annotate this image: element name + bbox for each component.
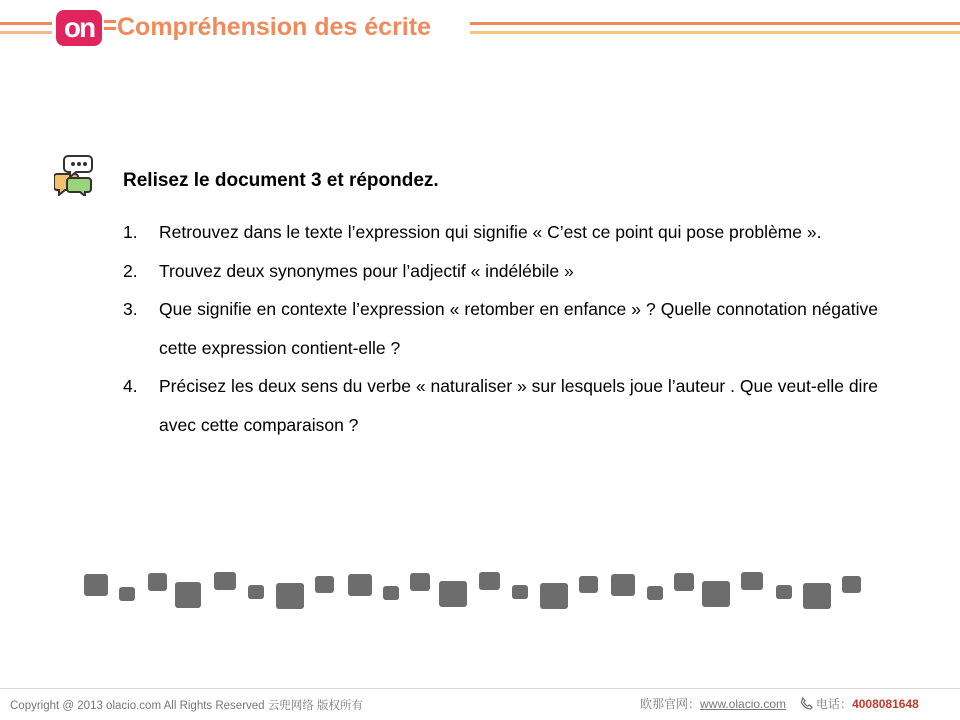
question-item xyxy=(123,367,878,444)
decorative-square xyxy=(315,576,334,593)
decorative-square xyxy=(175,582,201,608)
footer-divider xyxy=(0,688,960,689)
phone-icon xyxy=(800,697,813,710)
decorative-square xyxy=(348,574,372,596)
decorative-square xyxy=(410,573,430,591)
decorative-square xyxy=(276,583,304,609)
header-line-right-bottom xyxy=(470,31,960,34)
question-text: Trouvez deux synonymes pour l’adjectif « indélébile » xyxy=(159,260,574,281)
phone-number: 4008081648 xyxy=(852,696,919,711)
question-number: 1. xyxy=(123,222,138,242)
question-text: Précisez les deux sens du verbe « naturaliser » sur lesquels joue l’auteur . Que veut-elle dire avec cette comparaison ? xyxy=(159,376,878,435)
decorative-square xyxy=(579,576,598,593)
header-line-left-bottom xyxy=(0,31,52,34)
decorative-square xyxy=(803,583,831,609)
decorative-square xyxy=(84,574,108,596)
question-item xyxy=(123,213,878,252)
question-number: 3. xyxy=(123,299,138,319)
decorative-square xyxy=(611,574,635,596)
decorative-square xyxy=(214,572,236,590)
decorative-square xyxy=(119,587,135,601)
question-text: Que signifie en contexte l’expression « retomber en enfance » ? Quelle connotation négative cette expression contient-elle ? xyxy=(159,299,878,358)
decorative-square xyxy=(383,586,399,600)
site-link[interactable]: www.olacio.com xyxy=(700,696,787,711)
question-item xyxy=(123,290,878,367)
chat-bubbles-icon xyxy=(54,152,94,196)
site-label: 欧那官网： xyxy=(640,697,701,711)
decorative-square xyxy=(776,585,792,599)
footer-contact xyxy=(640,695,919,712)
decorative-square xyxy=(540,583,568,609)
decorative-square xyxy=(842,576,861,593)
decorative-square xyxy=(439,581,467,607)
decorative-square xyxy=(148,573,167,591)
decorative-square xyxy=(512,585,528,599)
question-number: 2. xyxy=(123,260,138,281)
copyright-text: Copyright @ 2013 olacio.com All Rights Reserved 云兜网络 版权所有 xyxy=(10,700,363,712)
phone-label: 电话： xyxy=(816,697,853,711)
decorative-square xyxy=(702,581,730,607)
page-title: Compréhension des écrite xyxy=(117,13,431,41)
decorative-square xyxy=(248,585,264,599)
header-line-left-top xyxy=(0,22,52,25)
question-item xyxy=(123,252,878,291)
decorative-square xyxy=(674,573,694,591)
question-number: 4. xyxy=(123,376,138,396)
title-marker xyxy=(104,20,116,34)
header-line-right-top xyxy=(470,22,960,25)
logo: on xyxy=(56,10,102,46)
decorative-square xyxy=(741,572,763,590)
decorative-square xyxy=(479,572,500,590)
exercise-heading: Relisez le document 3 et répondez. xyxy=(123,170,439,191)
decorative-square xyxy=(647,586,663,600)
question-text: Retrouvez dans le texte l’expression qui signifie « C’est ce point qui pose problème ». xyxy=(159,222,822,242)
question-list xyxy=(123,213,878,444)
